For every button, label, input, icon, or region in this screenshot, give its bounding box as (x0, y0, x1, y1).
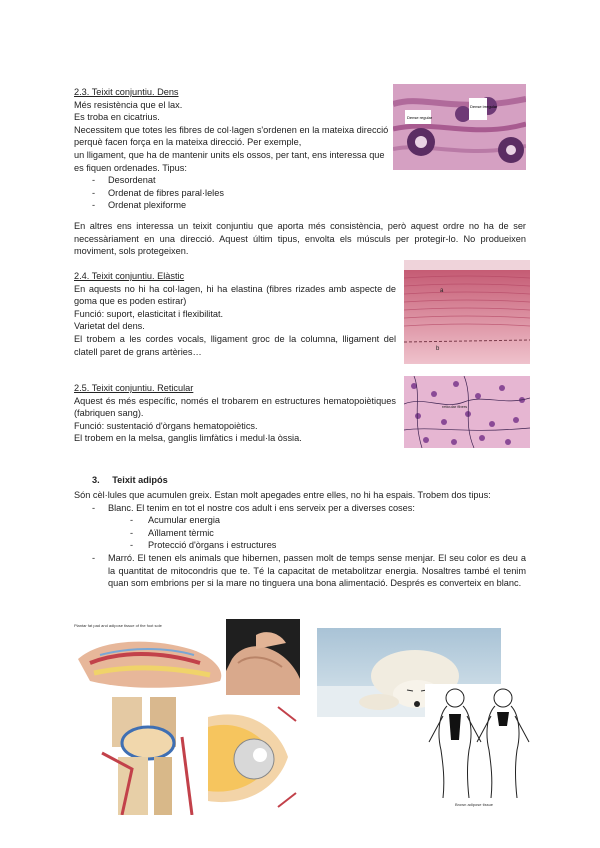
abdomen-fat-photo (226, 619, 300, 695)
figure-caption: Plantar fat pad and adipose tissue of the foot sole (74, 623, 162, 628)
micrograph-label: Dense irregular (470, 104, 498, 109)
text-line: Més resistència que el lax. (74, 99, 183, 110)
text-line: El trobem a les cordes vocals, lligament groc de la columna, lligament del clatell paret de grans artèries… (74, 333, 396, 357)
micrograph-label: b (436, 346, 440, 352)
list-item: - Ordenat plexiforme (74, 199, 392, 212)
text-line: un lligament, que ha de mantenir units els ossos, per tant, ens interessa que es fiquen ordenades. Tipus: (74, 149, 385, 173)
section-2-3-title: 2.3. Teixit conjuntiu. Dens (74, 87, 179, 97)
list-item: - Marró. El tenen els animals que hibernen, passen molt de temps sense menjar. El seu color es deu a la quantitat de mitocondris que te. Té la capacitat de metabolitzar energia. Nosaltres també el tenim quan som embrions per si la mare no tinguera una bona alimentació. Després es converteix en blanc. (74, 552, 526, 590)
list-item: - Acumular energia (74, 514, 526, 527)
text-line: El trobem en la melsa, ganglis limfàtics i medul·la òssia. (74, 433, 302, 444)
text-line: Es troba en cicatrius. (74, 112, 160, 123)
elastic-tissue-micrograph (404, 260, 530, 364)
section-3-heading (92, 474, 168, 487)
section-2-3 (74, 86, 392, 212)
text-line: Varietat del dens. (74, 321, 145, 332)
text-line: Necessitem que totes les fibres de col·lagen s'ordenen en la mateixa direcció perquè facen força en la mateixa direcció. Per exemple, (74, 124, 389, 148)
adipose-types-list-2 (74, 552, 526, 590)
list-item: - Aïllament tèrmic (74, 527, 526, 540)
section-2-4-title: 2.4. Teixit conjuntiu. Elàstic (74, 271, 185, 281)
text-line: Funció: suport, elasticitat i flexibilitat. (74, 308, 224, 319)
dense-types-list (74, 174, 392, 212)
section-2-5-title: 2.5. Teixit conjuntiu. Reticular (74, 383, 194, 393)
section-3-title: Teixit adipós (112, 475, 168, 485)
text-line: Aquest és més específic, només el trobarem en estructures hematopoiètiques (fabriquen sang). (74, 395, 396, 419)
section-2-3-paragraph: En altres ens interessa un teixit conjuntiu que aporta més consistència, però aquest ordre no ha de ser necessàriament en una direcció. Aquest últim tipus, envolta els músculs per protegir-lo. No produeixen moviment, sols protegeixen. (74, 221, 526, 257)
list-item: - Protecció d'òrgans i estructures (74, 539, 526, 552)
eye-orbit-illustration (208, 697, 302, 815)
micrograph-label: Dense regular (407, 115, 433, 120)
section-2-4 (74, 270, 396, 358)
foot-anatomy-illustration (70, 619, 230, 695)
section-2-5 (74, 382, 396, 445)
text-line: En aquests no hi ha col·lagen, hi ha elastina (fibres rizades amb aspecte de goma que es poden estirar) (74, 283, 396, 307)
baby-brown-fat-diagram (425, 684, 532, 808)
section-number: 3. (92, 475, 100, 485)
figure-caption: Brown adipose tissue (455, 802, 494, 807)
list-item: - Blanc. El tenim en tot el nostre cos adult i ens serveix per a diverses coses: (74, 502, 526, 515)
dense-tissue-micrograph (393, 84, 526, 170)
list-item: - Ordenat de fibres paral·leles (74, 187, 392, 200)
knee-anatomy-illustration (92, 697, 207, 815)
adipose-types-list (74, 502, 526, 515)
text-line: Funció: sustentació d'òrgans hematopoiètics. (74, 420, 258, 431)
micrograph-label: reticular fibers (442, 404, 468, 409)
text-line: Són cèl·lules que acumulen greix. Estan molt apegades entre elles, no hi ha espais. Trobem dos tipus: (74, 490, 491, 500)
list-item: - Desordenat (74, 174, 392, 187)
white-fat-uses-list (74, 514, 526, 552)
reticular-tissue-micrograph (404, 376, 530, 448)
micrograph-label: a (440, 288, 444, 294)
section-3-body (74, 489, 526, 590)
